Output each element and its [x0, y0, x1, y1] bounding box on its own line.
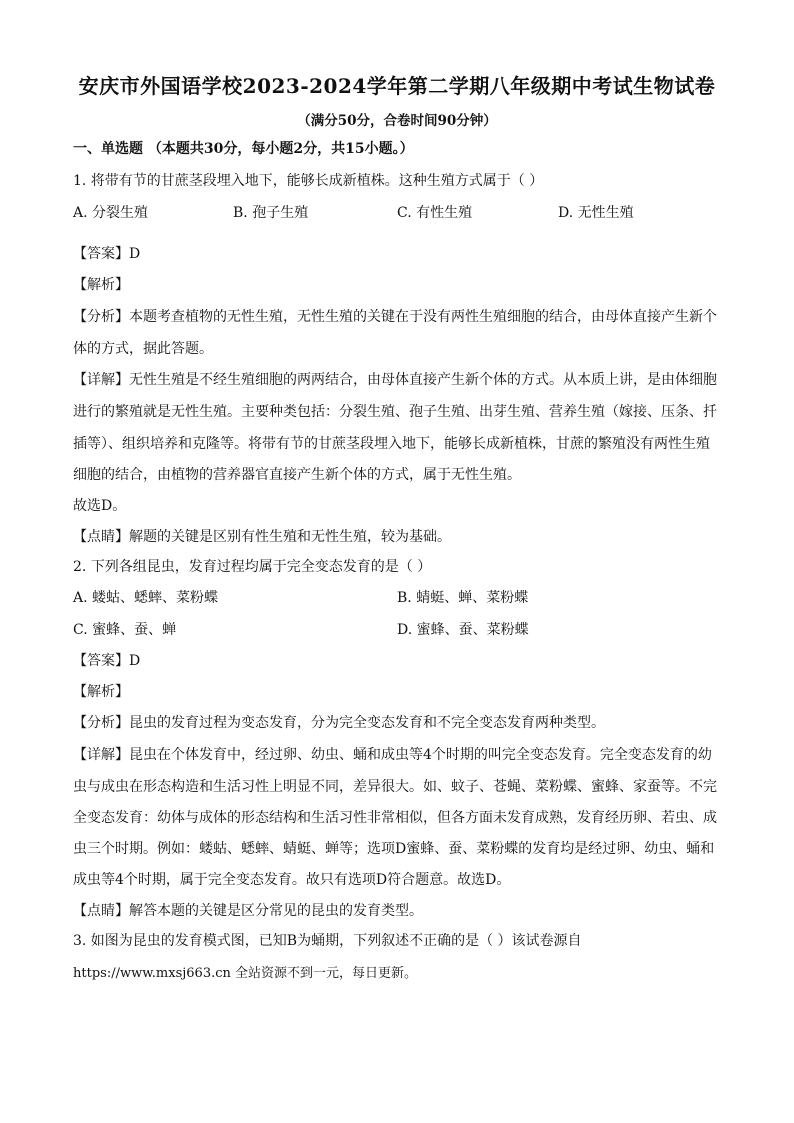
q1-fenxi-line-1: 【分析】本题考查植物的无性生殖，无性生殖的关键在于没有两性生殖细胞的结合，由母体直接产生新个 [73, 309, 717, 325]
page-title: 安庆市外国语学校2023-2024学年第二学期八年级期中考试生物试卷 [78, 74, 716, 98]
q1-conclusion: 故选D。 [73, 498, 127, 514]
q2-option-a: A. 蝼蛄、蟋蟀、菜粉蝶 [73, 590, 219, 606]
question-3-stem: 3. 如图为昆虫的发育模式图，已知B为蛹期，下列叙述不正确的是（ ）该试卷源自 [73, 933, 582, 949]
q1-dianjing: 【点睛】解题的关键是区别有性生殖和无性生殖，较为基础。 [73, 529, 451, 545]
question-1-stem: 1. 将带有节的甘蔗茎段埋入地下，能够长成新植株。这种生殖方式属于（ ） [73, 173, 544, 189]
q1-fenxi-line-2: 体的方式，据此答题。 [73, 341, 213, 357]
q2-xiangjie-line-5: 成虫等4个时期，属于完全变态发育。故只有选项D符合题意。故选D。 [73, 872, 511, 888]
question-2-stem: 2. 下列各组昆虫，发育过程均属于完全变态发育的是（ ） [73, 559, 432, 575]
page-subtitle: （满分50分，合卷时间90分钟） [297, 113, 497, 129]
q2-answer: 【答案】D [73, 653, 141, 669]
q2-xiangjie-line-2: 虫与成虫在形态构造和生活习性上明显不同，差异很大。如、蚊子、苍蝇、菜粉蝶、蜜蜂、家蚕等。不完 [73, 779, 717, 795]
q2-fenxi: 【分析】昆虫的发育过程为变态发育，分为完全变态发育和不完全变态发育两种类型。 [73, 715, 605, 731]
q2-xiangjie-line-4: 虫三个时期。例如：蝼蛄、蟋蟀、蜻蜓、蝉等；选项D蜜蜂、蚕、菜粉蝶的发育均是经过卵、幼虫、蛹和 [73, 841, 715, 857]
q2-option-b: B. 蜻蜓、蝉、菜粉蝶 [397, 590, 529, 606]
q1-option-d: D. 无性生殖 [558, 205, 634, 221]
q1-analysis-label: 【解析】 [73, 277, 129, 293]
q1-answer: 【答案】D [73, 246, 141, 262]
section-heading: 一、单选题 （本题共30分，每小题2分，共15小题。） [73, 141, 414, 157]
q2-xiangjie-line-1: 【详解】昆虫在个体发育中，经过卵、幼虫、蛹和成虫等4个时期的叫完全变态发育。完全变态发育的幼 [73, 747, 712, 763]
q2-dianjing: 【点睛】解答本题的关键是区分常见的昆虫的发育类型。 [73, 903, 423, 919]
q2-analysis-label: 【解析】 [73, 684, 129, 700]
q2-option-c: C. 蜜蜂、蚕、蝉 [73, 622, 177, 638]
source-link[interactable]: https://www.mxsj663.cn 全站资源不到一元，每日更新。 [73, 966, 418, 981]
q1-xiangjie-line-2: 进行的繁殖就是无性生殖。主要种类包括：分裂生殖、孢子生殖、出芽生殖、营养生殖（嫁接、压条、扦 [73, 404, 717, 420]
q1-xiangjie-line-1: 【详解】无性生殖是不经生殖细胞的两两结合，由母体直接产生新个体的方式。从本质上讲，是由体细胞 [73, 372, 717, 388]
q2-option-d: D. 蜜蜂、蚕、菜粉蝶 [397, 622, 529, 638]
q1-option-a: A. 分裂生殖 [73, 205, 149, 221]
q1-option-b: B. 孢子生殖 [233, 205, 309, 221]
q1-option-c: C. 有性生殖 [397, 205, 473, 221]
q2-xiangjie-line-3: 全变态发育：幼体与成体的形态结构和生活习性非常相似，但各方面未发育成熟，发育经历卵、若虫、成 [73, 810, 717, 826]
q1-xiangjie-line-4: 细胞的结合，由植物的营养器官直接产生新个体的方式，属于无性生殖。 [73, 467, 521, 483]
q1-xiangjie-line-3: 插等）、组织培养和克隆等。将带有节的甘蔗茎段埋入地下，能够长成新植株，甘蔗的繁殖没有两性生殖 [73, 436, 710, 452]
